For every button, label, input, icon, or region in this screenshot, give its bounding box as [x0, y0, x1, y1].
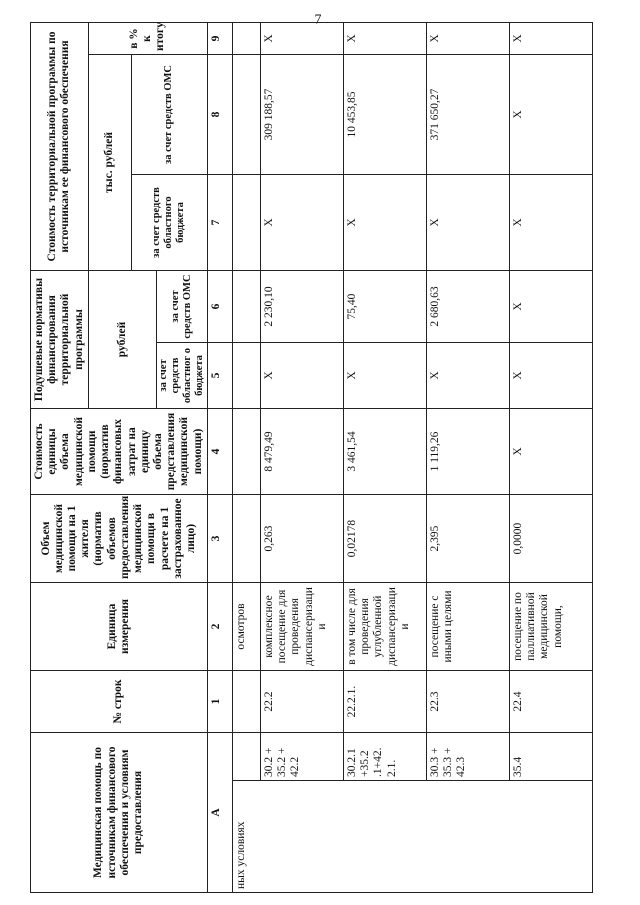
cell-volume	[232, 495, 260, 583]
cell-ref: 35.4	[509, 733, 592, 781]
cell-ref	[232, 733, 260, 781]
col-num-2: 2	[207, 583, 232, 671]
header-volume: Объем медицинской помощи на 1 жителя (норматив объемов предоставления медицинской помощи в расчете на 1 застрахованное лицо)	[31, 495, 208, 583]
cell-sum-oms: 309 188,57	[260, 55, 343, 175]
cell-unit: осмотров	[232, 583, 260, 671]
table-row	[343, 22, 426, 892]
cell-volume: 2,395	[426, 495, 509, 583]
cell-unit: комплексное посещение для проведения диспансеризаци и	[260, 583, 343, 671]
header-percent: в % к итогу	[88, 22, 207, 54]
cell-norm-budget: X	[426, 343, 509, 409]
cell-line: 22.4	[509, 671, 592, 733]
cell-norm-budget: X	[509, 343, 592, 409]
cell-unit: посещение по паллиативной медицинской помощи,	[509, 583, 592, 671]
page-number: 7	[314, 12, 322, 28]
col-num-9: 9	[207, 22, 232, 54]
cell-norm-budget	[232, 343, 260, 409]
header-thousand-rubles: тыс. рублей	[88, 55, 131, 271]
header-cost-budget: за счет средств областного бюджета	[131, 175, 207, 271]
table-row	[260, 22, 343, 892]
cell-sum-budget: X	[426, 175, 509, 271]
col-num-8: 8	[207, 55, 232, 175]
cell-ref: 30.2.1 +35.2 .1+42. 2.1.	[343, 733, 426, 781]
cell-norm-budget: X	[260, 343, 343, 409]
header-medical-help: Медицинская помощь по источникам финансового обеспечения и условиям предоставления	[31, 733, 208, 893]
header-rubles: рублей	[88, 271, 156, 409]
cell-cost: 1 119,26	[426, 409, 509, 495]
cell-norm-oms: X	[509, 271, 592, 343]
header-per-capita: Подушевые нормативы финансирования территориальной программы	[31, 271, 89, 409]
cell-unit: в том числе для проведения углубленной диспансеризаци и	[343, 583, 426, 671]
table-row	[509, 22, 592, 892]
cell-percent: X	[260, 22, 343, 54]
cell-percent: X	[343, 22, 426, 54]
header-program-cost: Стоимость территориальной программы по источникам ее финансового обеспечения	[31, 22, 89, 270]
cell-sum-oms: 371 650,27	[426, 55, 509, 175]
financing-table	[30, 22, 593, 893]
header-row-number: № строк	[31, 671, 208, 733]
cell-line	[232, 671, 260, 733]
cell-sum-oms: X	[509, 55, 592, 175]
cell-line: 22.3	[426, 671, 509, 733]
cell-norm-oms: 2 680,63	[426, 271, 509, 343]
column-number-row	[207, 22, 232, 892]
first-col-label: ных условиях	[232, 781, 592, 893]
col-num-1: 1	[207, 671, 232, 733]
table-row	[426, 22, 509, 892]
col-num-5: 5	[207, 343, 232, 409]
col-num-a: А	[207, 733, 232, 893]
cell-percent: X	[509, 22, 592, 54]
cell-cost: 3 461,54	[343, 409, 426, 495]
cell-ref: 30.3 + 35.3 + 42.3	[426, 733, 509, 781]
cell-volume: 0,0000	[509, 495, 592, 583]
cell-sum-oms	[232, 55, 260, 175]
cell-norm-oms: 75,40	[343, 271, 426, 343]
cell-sum-budget: X	[260, 175, 343, 271]
col-num-7: 7	[207, 175, 232, 271]
cell-percent: X	[426, 22, 509, 54]
cell-unit: посещение с иными целями	[426, 583, 509, 671]
col-num-6: 6	[207, 271, 232, 343]
cell-sum-oms: 10 453,85	[343, 55, 426, 175]
cell-sum-budget: X	[343, 175, 426, 271]
header-unit-cost: Стоимость единицы объема медицинской помощи (норматив финансовых затрат на единицу объема представления медицинской помощи)	[31, 409, 208, 495]
table-row	[232, 22, 260, 892]
header-unit: Единица измерения	[31, 583, 208, 671]
cell-norm-oms: 2 230,10	[260, 271, 343, 343]
cell-line: 22.2.1.	[343, 671, 426, 733]
cell-sum-budget: X	[509, 175, 592, 271]
cell-norm-budget: X	[343, 343, 426, 409]
cell-ref: 30.2 + 35.2 + 42.2	[260, 733, 343, 781]
cell-volume: 0,263	[260, 495, 343, 583]
header-norm-budget: за счет средств областног о бюджета	[156, 343, 207, 409]
header-cost-oms: за счет средств ОМС	[131, 55, 207, 175]
cell-volume: 0,02178	[343, 495, 426, 583]
cell-norm-oms	[232, 271, 260, 343]
cell-cost: 8 479,49	[260, 409, 343, 495]
cell-line: 22.2	[260, 671, 343, 733]
cell-cost	[232, 409, 260, 495]
cell-sum-budget	[232, 175, 260, 271]
col-num-3: 3	[207, 495, 232, 583]
col-num-4: 4	[207, 409, 232, 495]
cell-cost: X	[509, 409, 592, 495]
cell-percent	[232, 22, 260, 54]
header-norm-oms: за счет средств ОМС	[156, 271, 207, 343]
